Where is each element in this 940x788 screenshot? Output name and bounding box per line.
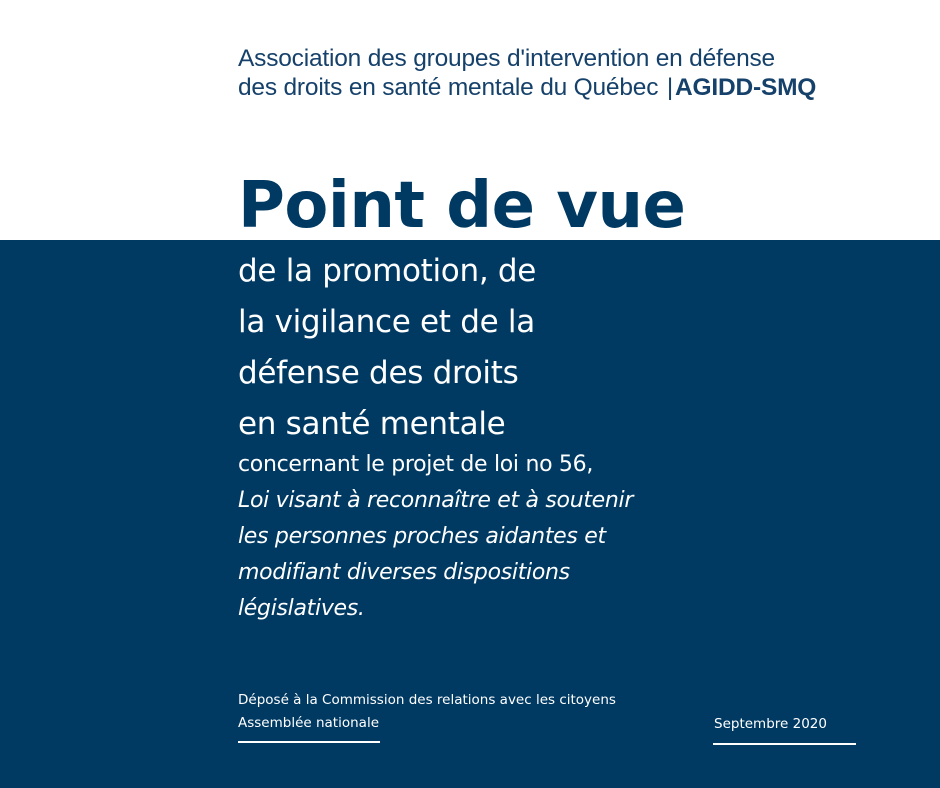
subtitle-line: de la promotion, de	[238, 253, 537, 289]
publication-date: Septembre 2020	[714, 716, 827, 732]
org-separator: |	[666, 74, 674, 101]
subtitle-line: défense des droits	[238, 355, 519, 391]
law-title-line: Loi visant à reconnaître et à soutenir	[238, 488, 634, 513]
law-title-line: législatives.	[238, 596, 365, 621]
deposit-info	[238, 689, 616, 735]
left-divider	[238, 741, 380, 743]
deposit-commission: Déposé à la Commission des relations avec les citoyens	[238, 692, 616, 708]
document-title: Point de vue	[238, 169, 686, 243]
org-name-line-1: Association des groupes d'intervention en défense	[238, 45, 775, 72]
organization-name	[238, 44, 878, 102]
bill-description	[238, 447, 698, 627]
law-title-line: les personnes proches aidantes et	[238, 524, 606, 549]
deposit-assembly: Assemblée nationale	[238, 715, 379, 731]
org-name-line-2-text: des droits en santé mentale du Québec	[238, 74, 659, 101]
law-title-line: modifiant diverses dispositions	[238, 560, 570, 585]
org-acronym: AGIDD-SMQ	[675, 74, 817, 101]
right-divider	[713, 743, 856, 745]
subtitle-line: en santé mentale	[238, 406, 506, 442]
document-subtitle	[238, 246, 658, 450]
org-name-line-2	[238, 73, 878, 102]
subtitle-line: la vigilance et de la	[238, 304, 535, 340]
bill-intro: concernant le projet de loi no 56,	[238, 452, 594, 477]
